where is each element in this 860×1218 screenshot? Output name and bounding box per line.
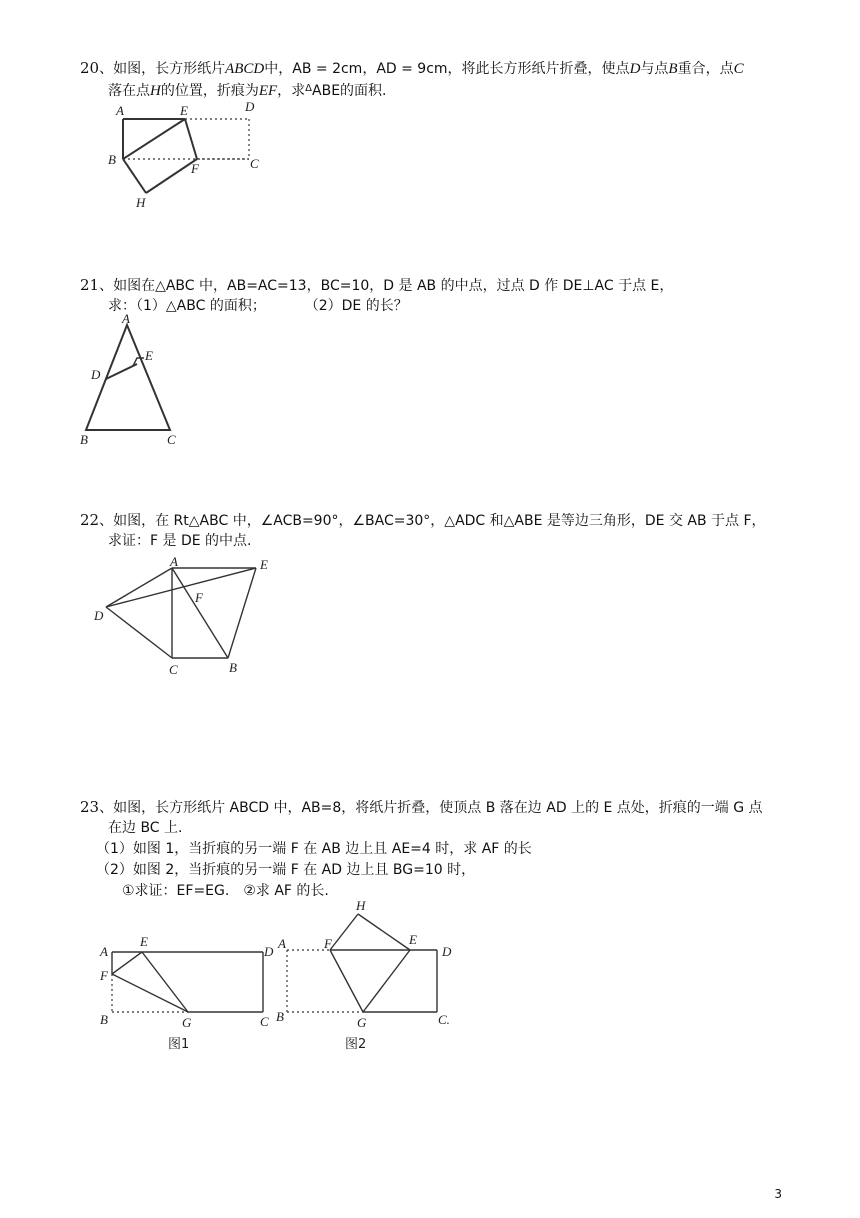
edge-eg <box>142 952 188 1012</box>
label-d: D <box>264 944 274 959</box>
segment-de <box>106 568 256 607</box>
edge-eg <box>363 950 410 1012</box>
edge-dc <box>106 607 172 658</box>
label-a: A <box>278 936 286 951</box>
label-g: G <box>182 1015 192 1030</box>
problem-20-line-2: 落在点H的位置，折痕为EF，求$^\Delta$ABE的面积. <box>108 83 387 99</box>
label-c: C. <box>438 1012 450 1027</box>
figure-20 <box>100 96 280 211</box>
label-f: F <box>100 968 108 983</box>
page-number: 3 <box>774 1187 782 1201</box>
label-g: G <box>357 1015 367 1030</box>
segment-be <box>123 119 185 159</box>
label-d: D <box>442 944 452 959</box>
edge-fh <box>146 159 197 193</box>
label-d: D <box>91 367 101 382</box>
edge-da <box>106 568 172 607</box>
caption-figure-1: 图1 <box>168 1037 190 1052</box>
problem-23-part-2: （2）如图 2，当折痕的另一端 F 在 AD 边上且 BG=10 时， <box>96 862 476 878</box>
figure-22 <box>88 550 288 680</box>
caption-figure-2: 图2 <box>345 1037 367 1052</box>
label-d: D <box>94 608 104 623</box>
label-b: B <box>108 152 116 167</box>
label-e: E <box>145 348 153 363</box>
figure-21 <box>74 306 194 451</box>
problem-21-line-2: 求：（1）△ABC 的面积； （2）DE 的长？ <box>108 298 408 314</box>
label-c: C <box>250 156 259 171</box>
label-e: E <box>260 557 268 572</box>
figure-23-1 <box>98 932 288 1057</box>
label-f: F <box>191 161 199 176</box>
label-b: B <box>229 660 237 675</box>
label-f: F <box>324 936 332 951</box>
crease-ef <box>185 119 197 159</box>
edge-fh <box>330 914 358 950</box>
figure-23-2 <box>272 896 472 1057</box>
crease-fg <box>112 974 188 1012</box>
problem-23-part-1: （1）如图 1，当折痕的另一端 F 在 AB 边上且 AE=4 时，求 AF 的长 <box>96 841 532 857</box>
label-b: B <box>276 1009 284 1024</box>
problem-23-line-1: 23、如图，长方形纸片 ABCD 中，AB=8，将纸片折叠，使顶点 B 落在边 AD 上的 E 点处，折痕的一端 G 点 <box>80 798 763 816</box>
edge-he <box>358 914 410 950</box>
label-d: D <box>245 99 255 114</box>
label-b: B <box>80 432 88 447</box>
label-f: F <box>195 590 203 605</box>
edge-fe <box>112 952 142 974</box>
problem-23-part-2-sub: ①求证：EF=EG. ②求 AF 的长. <box>122 883 329 899</box>
label-c: C <box>260 1014 269 1029</box>
problem-20-line-1: 20、如图，长方形纸片ABCD中，AB = 2cm，AD = 9cm，将此长方形纸片折叠，使点D与点B重合，点C <box>80 59 744 77</box>
label-a: A <box>170 554 178 569</box>
problem-22-line-1: 22、如图，在 Rt△ABC 中，∠ACB=90°，∠BAC=30°，△ADC 和△ABE 是等边三角形，DE 交 AB 于点 F， <box>80 511 766 529</box>
label-h: H <box>136 195 146 210</box>
label-h: H <box>356 898 366 913</box>
label-e: E <box>140 934 148 949</box>
label-c: C <box>167 432 176 447</box>
label-a: A <box>100 944 108 959</box>
label-a: A <box>116 103 124 118</box>
label-e: E <box>409 932 417 947</box>
problem-21-line-1: 21、如图在△ABC 中，AB=AC=13，BC=10，D 是 AB 的中点，过点 D 作 DE⊥AC 于点 E， <box>80 276 674 294</box>
label-e: E <box>180 103 188 118</box>
edge-eb <box>228 568 256 658</box>
edge-hb <box>123 159 146 193</box>
label-b: B <box>100 1012 108 1027</box>
label-c: C <box>169 662 178 677</box>
problem-22-line-2: 求证：F 是 DE 的中点. <box>108 533 252 549</box>
problem-23-line-2: 在边 BC 上. <box>108 820 183 836</box>
edge-ab <box>172 568 228 658</box>
crease-fg <box>330 950 363 1012</box>
label-a: A <box>122 311 130 326</box>
